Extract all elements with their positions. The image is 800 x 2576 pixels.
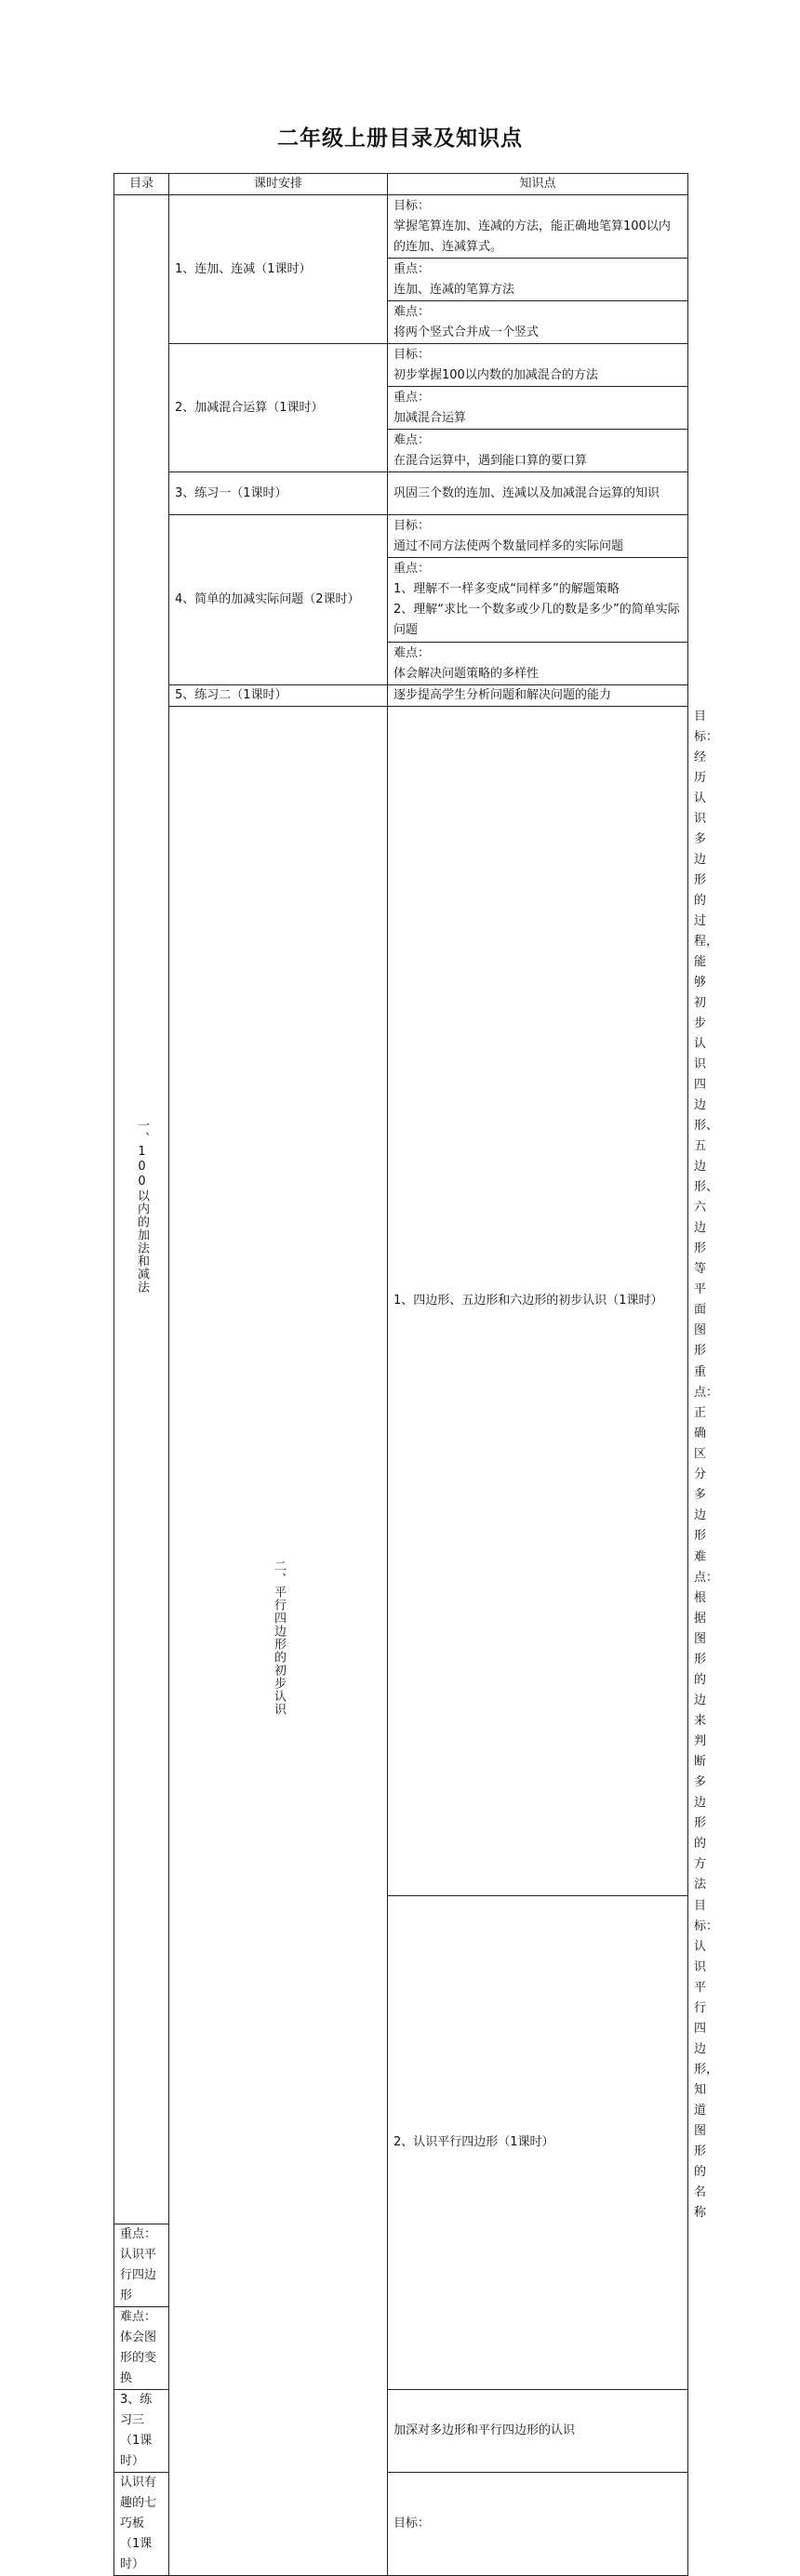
- table-row: [114, 515, 688, 558]
- point-text: 在混合运算中，遇到能口算的要口算: [393, 453, 588, 468]
- point-text: 通过不同方法使两个数量同样多的实际问题: [393, 538, 624, 553]
- point-cell: [388, 685, 688, 707]
- point-cell: [388, 301, 688, 344]
- unit-cell-1: [114, 195, 169, 2224]
- point-label: 重点：: [120, 2227, 157, 2241]
- point-cell: [388, 259, 688, 301]
- table-row: [114, 344, 688, 387]
- lesson-cell: 认识有趣的七巧板（1课时）: [114, 2473, 169, 2576]
- point-label: 重点：: [393, 261, 431, 276]
- point-text: 加减混合运算: [393, 410, 467, 425]
- point-text: 2、理解“求比一个数多或少几的数是多少”的简单实际问题: [393, 603, 680, 637]
- table-row: [114, 472, 688, 515]
- header-catalog: 目录: [114, 174, 169, 195]
- header-knowledge: 知识点: [388, 174, 688, 195]
- point-label: 难点：: [393, 304, 431, 319]
- point-text: 体会图形的变换: [120, 2330, 157, 2385]
- lesson-cell: 2、加减混合运算（1课时）: [169, 344, 388, 472]
- point-label: 目标：: [393, 2516, 431, 2530]
- point-label: 难点：: [393, 645, 431, 660]
- lesson-cell: 4、简单的加减实际问题（2课时）: [169, 515, 388, 685]
- header-schedule: 课时安排: [169, 174, 388, 195]
- table-row: [114, 195, 688, 259]
- header-row: [114, 174, 688, 195]
- point-cell: [388, 643, 688, 685]
- point-label: 重点：: [393, 390, 431, 405]
- point-cell: [388, 2390, 688, 2473]
- unit-title: 一、100以内的加法和减法: [135, 1118, 149, 1294]
- point-cell: [388, 430, 688, 472]
- unit-cell-2: [169, 707, 388, 2576]
- page-title: 二年级上册目录及知识点: [277, 126, 523, 151]
- point-text: 逐步提高学生分析问题和解决问题的能力: [393, 688, 612, 702]
- point-label: 目标：: [393, 518, 431, 533]
- point-label: 重点：: [393, 562, 431, 576]
- point-cell: [388, 195, 688, 259]
- point-text: 加深对多边形和平行四边形的认识: [393, 2423, 576, 2437]
- lesson-cell: 2、认识平行四边形（1课时）: [388, 1896, 688, 2390]
- point-cell: [388, 472, 688, 515]
- lesson-cell: 1、四边形、五边形和六边形的初步认识（1课时）: [388, 707, 688, 1896]
- lesson-cell: 3、练习三（1课时）: [114, 2390, 169, 2473]
- table-row: [114, 685, 688, 707]
- unit-title: 二、平行四边形的初步认识: [272, 1559, 286, 1716]
- point-cell: [388, 515, 688, 558]
- lesson-cell: 1、连加、连减（1课时）: [169, 195, 388, 344]
- point-cell: [388, 558, 688, 643]
- point-text: 掌握笔算连加、连减的方法，能正确地笔算100以内的连加、连减算式。: [393, 219, 671, 254]
- table-row: 2、认识平行四边形（1课时） 目标： 认识平行四边形，知道图形的名称: [114, 1896, 688, 2224]
- lesson-cell: 5、练习二（1课时）: [169, 685, 388, 707]
- point-label: 目标：: [393, 198, 431, 213]
- point-label: 难点：: [120, 2310, 157, 2324]
- point-text: 连加、连减的笔算方法: [393, 282, 515, 297]
- point-text: 巩固三个数的连加、连减以及加减混合运算的知识: [393, 485, 660, 500]
- point-text: 将两个竖式合并成一个竖式: [393, 325, 540, 339]
- table-row: 难点： 根据图形的边来判断多边形的方法: [694, 1550, 719, 1892]
- point-label: 目标：: [393, 347, 431, 362]
- point-cell: [114, 2224, 169, 2307]
- table-row: 二、平行四边形的初步认识 1、四边形、五边形和六边形的初步认识（1课时） 目标： 经历认识多边形的过程，能够初步认识四边形、五边形、六边形等平面图形: [114, 707, 688, 1362]
- table-row: 重点： 正确区分多边形: [694, 1365, 719, 1543]
- point-cell: [114, 2307, 169, 2390]
- point-text: 1、理解不一样多变成“同样多”的解题策略: [393, 582, 620, 596]
- point-text: 初步掌握100以内数的加减混合的方法: [393, 367, 598, 382]
- point-text: 体会解决问题策略的多样性: [393, 666, 540, 681]
- point-cell: [388, 344, 688, 387]
- toc-table: [113, 173, 719, 2576]
- point-text: 认识平行四边形: [120, 2248, 157, 2303]
- lesson-cell: 3、练习一（1课时）: [169, 472, 388, 515]
- point-cell: [388, 2473, 688, 2576]
- point-label: 难点：: [393, 432, 431, 447]
- point-cell: [388, 387, 688, 430]
